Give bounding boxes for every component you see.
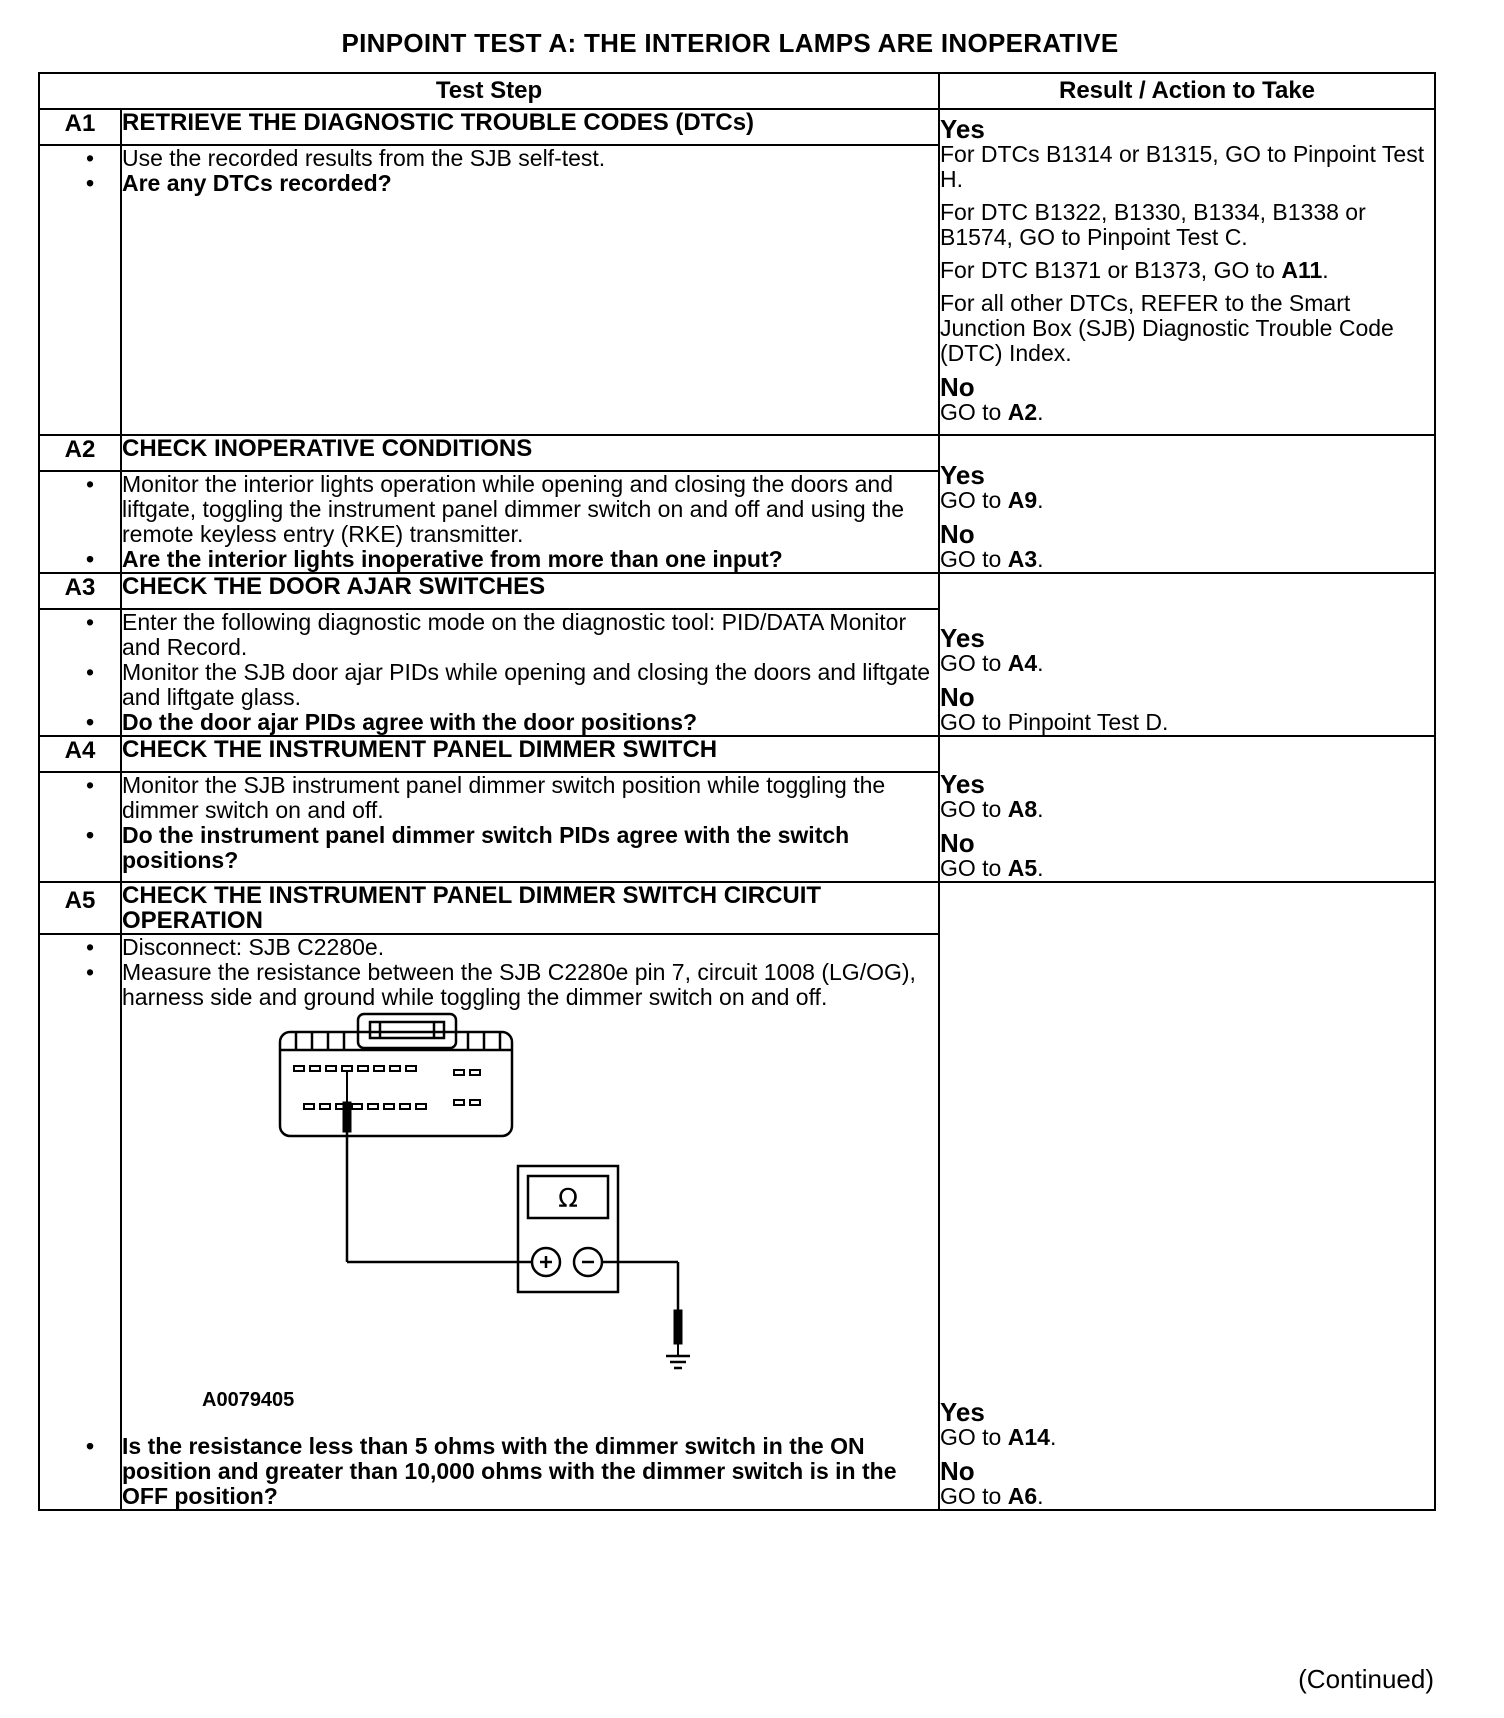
figure-id: A0079405 xyxy=(202,1389,295,1411)
result-text-prefix: GO to xyxy=(940,1424,1008,1450)
step-title: CHECK INOPERATIVE CONDITIONS xyxy=(121,435,939,471)
step-instruction: • Use the recorded results from the SJB self-test. xyxy=(122,146,938,171)
yes-label: Yes xyxy=(940,114,985,144)
step-instruction: • Disconnect: SJB C2280e. xyxy=(122,935,938,960)
ohm-symbol: Ω xyxy=(558,1184,578,1214)
result-text: For DTC B1371 or B1373, GO to A11. xyxy=(940,257,1329,283)
step-id: A5 xyxy=(39,882,121,934)
step-a1-result xyxy=(939,109,1435,435)
step-link[interactable]: A6 xyxy=(1007,1483,1038,1509)
result-text: GO to A5. xyxy=(940,855,1044,881)
result-text: GO to A3. xyxy=(940,546,1044,572)
step-a5-body xyxy=(121,934,939,1510)
result-text-prefix: GO to xyxy=(940,546,1008,572)
result-text-prefix: GO to xyxy=(940,399,1008,425)
result-text: GO to A2. xyxy=(940,399,1044,425)
step-title: CHECK THE INSTRUMENT PANEL DIMMER SWITCH xyxy=(121,736,939,772)
step-question: • Is the resistance less than 5 ohms with the dimmer switch in the ON position and greater than 10,000 ohms with the dimmer switch is in the OFF position? xyxy=(122,1434,938,1509)
result-text: GO to A9. xyxy=(940,487,1044,513)
step-a1-title-row xyxy=(39,109,1435,145)
yes-label: Yes xyxy=(940,460,985,490)
page-title: PINPOINT TEST A: THE INTERIOR LAMPS ARE INOPERATIVE xyxy=(341,28,1119,58)
continued-label: (Continued) xyxy=(1298,1664,1434,1694)
step-a3-result xyxy=(939,573,1435,736)
terminal-row-2 xyxy=(304,1100,480,1109)
step-question: • Do the instrument panel dimmer switch PIDs agree with the switch positions? xyxy=(122,823,938,873)
step-a3-body xyxy=(121,609,939,736)
step-instruction: • Monitor the SJB instrument panel dimmer switch position while toggling the dimmer switch on and off. xyxy=(122,773,938,823)
step-a4-title-row xyxy=(39,736,1435,772)
result-text: For all other DTCs, REFER to the Smart Junction Box (SJB) Diagnostic Trouble Code (DTC) Index. xyxy=(940,290,1394,366)
connector-diagram xyxy=(82,1010,842,1430)
id-spacer xyxy=(39,772,121,882)
header-test-step: Test Step xyxy=(39,73,939,109)
step-id: A2 xyxy=(39,435,121,471)
table-header-row xyxy=(39,73,1435,109)
step-link[interactable]: A14 xyxy=(1007,1424,1050,1450)
step-question: • Are any DTCs recorded? xyxy=(122,171,938,196)
step-a4-body xyxy=(121,772,939,882)
step-title: CHECK THE DOOR AJAR SWITCHES xyxy=(121,573,939,609)
result-text: GO to A4. xyxy=(940,650,1044,676)
step-instruction: • Enter the following diagnostic mode on the diagnostic tool: PID/DATA Monitor and Record. xyxy=(122,610,938,660)
result-text: GO to Pinpoint Test D. xyxy=(940,709,1169,735)
terminal-row-1 xyxy=(294,1066,480,1075)
step-question: • Are the interior lights inoperative from more than one input? xyxy=(122,547,938,572)
id-spacer xyxy=(39,145,121,435)
step-link[interactable]: A9 xyxy=(1007,487,1038,513)
yes-label: Yes xyxy=(940,1397,985,1427)
no-label: No xyxy=(940,519,975,549)
step-question: • Do the door ajar PIDs agree with the door positions? xyxy=(122,710,938,735)
step-id: A4 xyxy=(39,736,121,772)
result-text: GO to A6. xyxy=(940,1483,1044,1509)
step-link[interactable]: A3 xyxy=(1007,546,1038,572)
step-link[interactable]: A5 xyxy=(1007,855,1038,881)
ground-symbol-icon xyxy=(666,1356,690,1368)
step-title: CHECK THE INSTRUMENT PANEL DIMMER SWITCH CIRCUIT OPERATION xyxy=(121,882,939,934)
header-result: Result / Action to Take xyxy=(939,73,1435,109)
step-instruction: • Measure the resistance between the SJB C2280e pin 7, circuit 1008 (LG/OG), harness side and ground while toggling the dimmer switch on and off. xyxy=(122,960,938,1010)
no-label: No xyxy=(940,828,975,858)
yes-label: Yes xyxy=(940,623,985,653)
step-a1-body xyxy=(121,145,939,435)
step-a5-result xyxy=(939,882,1435,1510)
step-a5-title-row xyxy=(39,882,1435,934)
result-text-prefix: For DTC B1371 or B1373, GO to xyxy=(940,257,1282,283)
step-instruction: • Monitor the interior lights operation while opening and closing the doors and liftgate, toggling the instrument panel dimmer switch on and off and using the remote keyless entry (RKE) transmitter. xyxy=(122,472,938,547)
result-text-prefix: GO to xyxy=(940,487,1008,513)
step-link[interactable]: A8 xyxy=(1007,796,1038,822)
id-spacer xyxy=(39,471,121,573)
no-label: No xyxy=(940,682,975,712)
step-id: A1 xyxy=(39,109,121,145)
step-a2-result xyxy=(939,435,1435,573)
no-label: No xyxy=(940,1456,975,1486)
step-link[interactable]: A4 xyxy=(1007,650,1038,676)
result-text-prefix: GO to xyxy=(940,650,1008,676)
id-spacer xyxy=(39,609,121,736)
step-a4-result xyxy=(939,736,1435,882)
step-title: RETRIEVE THE DIAGNOSTIC TROUBLE CODES (DTCs) xyxy=(121,109,939,145)
step-a2-body xyxy=(121,471,939,573)
step-link[interactable]: A11 xyxy=(1281,257,1323,283)
result-text-prefix: GO to xyxy=(940,1483,1008,1509)
result-text-prefix: GO to xyxy=(940,796,1008,822)
step-a2-title-row xyxy=(39,435,1435,471)
step-instruction: • Monitor the SJB door ajar PIDs while opening and closing the doors and liftgate and liftgate glass. xyxy=(122,660,938,710)
result-text: For DTCs B1314 or B1315, GO to Pinpoint Test H. xyxy=(940,141,1425,192)
ohmmeter-wiring-diagram xyxy=(82,1010,842,1430)
step-a3-title-row xyxy=(39,573,1435,609)
result-text: GO to A8. xyxy=(940,796,1044,822)
result-text: GO to A14. xyxy=(940,1424,1057,1450)
no-label: No xyxy=(940,372,975,402)
result-text: For DTC B1322, B1330, B1334, B1338 or B1574, GO to Pinpoint Test C. xyxy=(940,199,1366,250)
step-id: A3 xyxy=(39,573,121,609)
pinpoint-test-table xyxy=(38,72,1436,1511)
result-text-prefix: GO to xyxy=(940,855,1008,881)
yes-label: Yes xyxy=(940,769,985,799)
positive-probe xyxy=(343,1072,531,1262)
step-link[interactable]: A2 xyxy=(1007,399,1038,425)
negative-probe xyxy=(602,1262,682,1356)
